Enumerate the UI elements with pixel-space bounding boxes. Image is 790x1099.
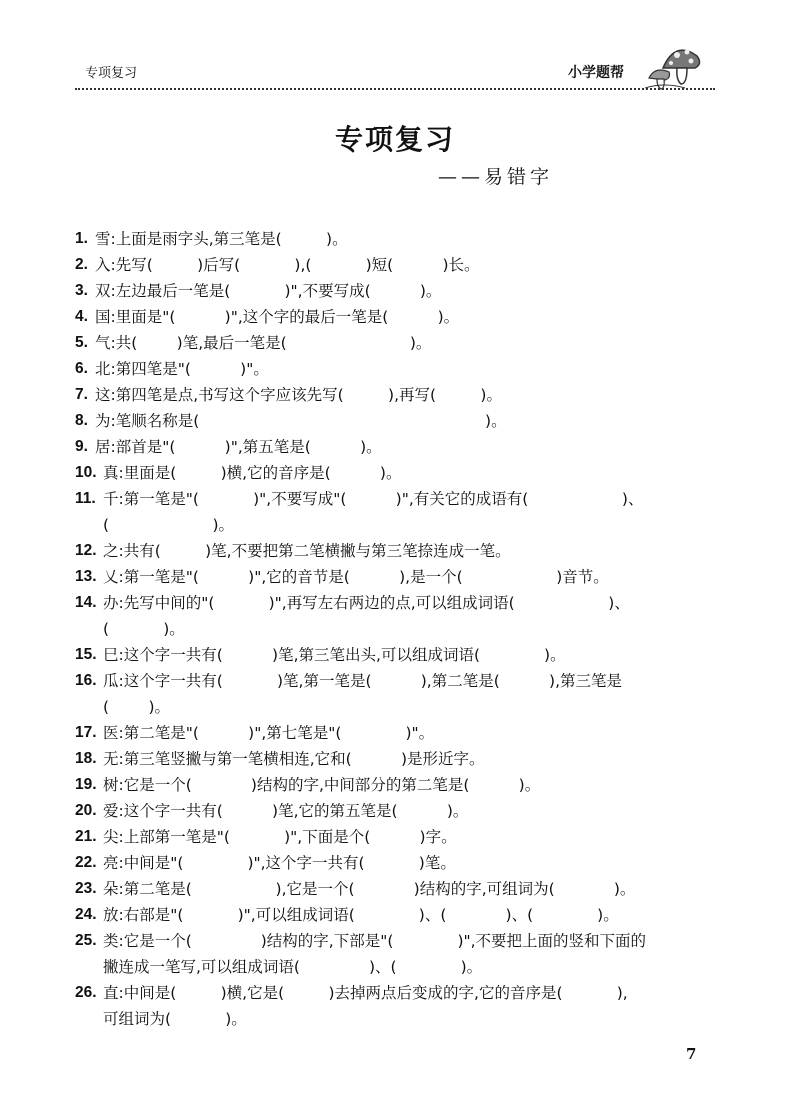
exercise-item xyxy=(75,876,715,902)
exercise-number: 26. xyxy=(75,984,97,1001)
page-number: 7 xyxy=(686,1045,697,1063)
exercise-body xyxy=(103,538,511,564)
exercise-text: 之:共有( )笔,不要把第二笔横撇与第三笔捺连成一笔。 xyxy=(103,542,511,560)
exercise-item xyxy=(75,590,715,642)
exercise-number: 3. xyxy=(75,282,88,299)
exercise-number: 18. xyxy=(75,750,97,767)
exercise-number: 13. xyxy=(75,568,97,585)
exercise-number: 23. xyxy=(75,880,97,897)
exercise-text: 北:第四笔是"( )"。 xyxy=(95,360,269,378)
exercise-body xyxy=(103,720,434,746)
exercise-body xyxy=(103,772,540,798)
exercise-number: 24. xyxy=(75,906,97,923)
exercise-number: 25. xyxy=(75,932,97,949)
exercise-number: 1. xyxy=(75,230,88,247)
exercise-number: 2. xyxy=(75,256,88,273)
exercise-item xyxy=(75,798,715,824)
exercise-list xyxy=(75,226,715,1032)
exercise-body xyxy=(103,460,401,486)
exercise-item xyxy=(75,772,715,798)
exercise-text: 树:它是一个( )结构的字,中间部分的第二笔是( )。 xyxy=(103,776,541,794)
exercise-item xyxy=(75,824,715,850)
exercise-text: 为:笔顺名称是( )。 xyxy=(95,412,507,430)
exercise-item xyxy=(75,330,715,356)
exercise-number: 22. xyxy=(75,854,97,871)
exercise-item xyxy=(75,928,715,980)
exercise-item xyxy=(75,850,715,876)
exercise-item xyxy=(75,746,715,772)
exercise-item xyxy=(75,902,715,928)
exercise-body xyxy=(95,434,382,460)
exercise-body xyxy=(95,252,480,278)
exercise-body xyxy=(95,408,507,434)
exercise-item xyxy=(75,538,715,564)
exercise-number: 4. xyxy=(75,308,88,325)
exercise-text: 这:第四笔是点,书写这个字应该先写( ),再写( )。 xyxy=(95,386,502,404)
exercise-body xyxy=(95,304,459,330)
exercise-body xyxy=(103,876,635,902)
header-left: 专项复习 xyxy=(85,66,138,81)
exercise-text: 气:共( )笔,最后一笔是( )。 xyxy=(95,334,432,352)
exercise-text: 双:左边最后一笔是( )",不要写成( )。 xyxy=(95,282,442,300)
exercise-item xyxy=(75,720,715,746)
exercise-body xyxy=(103,980,628,1032)
exercise-number: 17. xyxy=(75,724,97,741)
exercise-number: 5. xyxy=(75,334,88,351)
exercise-body xyxy=(103,590,630,642)
exercise-text: 直:中间是( )横,它是( )去掉两点后变成的字,它的音序是( ), xyxy=(103,984,628,1002)
exercise-item xyxy=(75,226,715,252)
exercise-body xyxy=(95,278,441,304)
exercise-body xyxy=(103,824,457,850)
header-right: 小学题帮 xyxy=(568,65,624,81)
header-dotted-divider xyxy=(75,88,715,90)
exercise-text: 居:部首是"( )",第五笔是( )。 xyxy=(95,438,382,456)
exercise-text: 放:右部是"( )",可以组成词语( )、( )、( )。 xyxy=(103,906,619,924)
exercise-item xyxy=(75,408,715,434)
exercise-text: 爱:这个字一共有( )笔,它的第五笔是( )。 xyxy=(103,802,469,820)
exercise-number: 16. xyxy=(75,672,97,689)
exercise-number: 14. xyxy=(75,594,97,611)
exercise-text: 类:它是一个( )结构的字,下部是"( )",不要把上面的竖和下面的 xyxy=(103,932,647,950)
exercise-body xyxy=(103,798,468,824)
exercise-text: 尖:上部第一笔是"( )",下面是个( )字。 xyxy=(103,828,457,846)
exercise-text: 真:里面是( )横,它的音序是( )。 xyxy=(103,464,402,482)
mushroom-logo-icon xyxy=(645,38,705,92)
exercise-number: 15. xyxy=(75,646,97,663)
exercise-number: 7. xyxy=(75,386,88,403)
exercise-body xyxy=(95,356,269,382)
exercise-text: 雪:上面是雨字头,第三笔是( )。 xyxy=(95,230,348,248)
exercise-number: 19. xyxy=(75,776,97,793)
exercise-text: 亮:中间是"( )",这个字一共有( )笔。 xyxy=(103,854,456,872)
exercise-text: 瓜:这个字一共有( )笔,第一笔是( ),第二笔是( ),第三笔是 xyxy=(103,672,623,690)
exercise-number: 6. xyxy=(75,360,88,377)
exercise-item xyxy=(75,278,715,304)
exercise-number: 12. xyxy=(75,542,97,559)
exercise-body xyxy=(95,330,431,356)
exercise-item xyxy=(75,460,715,486)
exercise-body xyxy=(95,382,502,408)
exercise-body xyxy=(103,850,456,876)
exercise-item xyxy=(75,304,715,330)
exercise-text: 乂:第一笔是"( )",它的音节是( ),是一个( )音节。 xyxy=(103,568,609,586)
exercise-body xyxy=(103,902,619,928)
exercise-number: 20. xyxy=(75,802,97,819)
exercise-text: ( )。 xyxy=(103,516,235,534)
exercise-text: 无:第三笔竖撇与第一笔横相连,它和( )是形近字。 xyxy=(103,750,485,768)
exercise-item xyxy=(75,382,715,408)
exercise-item xyxy=(75,668,715,720)
exercise-text: 朵:第二笔是( ),它是一个( )结构的字,可组词为( )。 xyxy=(103,880,636,898)
exercise-text: 巳:这个字一共有( )笔,第三笔出头,可以组成词语( )。 xyxy=(103,646,566,664)
exercise-text: ( )。 xyxy=(103,698,171,716)
exercise-text: 千:第一笔是"( )",不要写成"( )",有关它的成语有( )、 xyxy=(103,490,644,508)
exercise-body xyxy=(103,564,609,590)
exercise-text: 入:先写( )后写( ),( )短( )长。 xyxy=(95,256,480,274)
exercise-number: 21. xyxy=(75,828,97,845)
exercise-text: 可组词为( )。 xyxy=(103,1010,247,1028)
exercise-text: 国:里面是"( )",这个字的最后一笔是( )。 xyxy=(95,308,460,326)
exercise-text: 办:先写中间的"( )",再写左右两边的点,可以组成词语( )、 xyxy=(103,594,630,612)
exercise-body xyxy=(103,642,566,668)
exercise-text: 医:第二笔是"( )",第七笔是"( )"。 xyxy=(103,724,435,742)
exercise-item xyxy=(75,486,715,538)
page-title: 专项复习 xyxy=(334,123,455,156)
exercise-item xyxy=(75,642,715,668)
exercise-item xyxy=(75,434,715,460)
exercise-item xyxy=(75,564,715,590)
exercise-item xyxy=(75,356,715,382)
exercise-item xyxy=(75,980,715,1032)
exercise-number: 11. xyxy=(75,490,96,507)
exercise-text: ( )。 xyxy=(103,620,185,638)
exercise-number: 10. xyxy=(75,464,97,481)
exercise-body xyxy=(103,928,646,980)
exercise-number: 8. xyxy=(75,412,88,429)
exercise-body xyxy=(103,746,485,772)
exercise-body xyxy=(95,226,348,252)
exercise-body xyxy=(103,668,622,720)
exercise-body xyxy=(103,486,643,538)
page-subtitle: ——易错字 xyxy=(438,166,554,188)
exercise-number: 9. xyxy=(75,438,88,455)
exercise-text: 撇连成一笔写,可以组成词语( )、( )。 xyxy=(103,958,483,976)
exercise-item xyxy=(75,252,715,278)
